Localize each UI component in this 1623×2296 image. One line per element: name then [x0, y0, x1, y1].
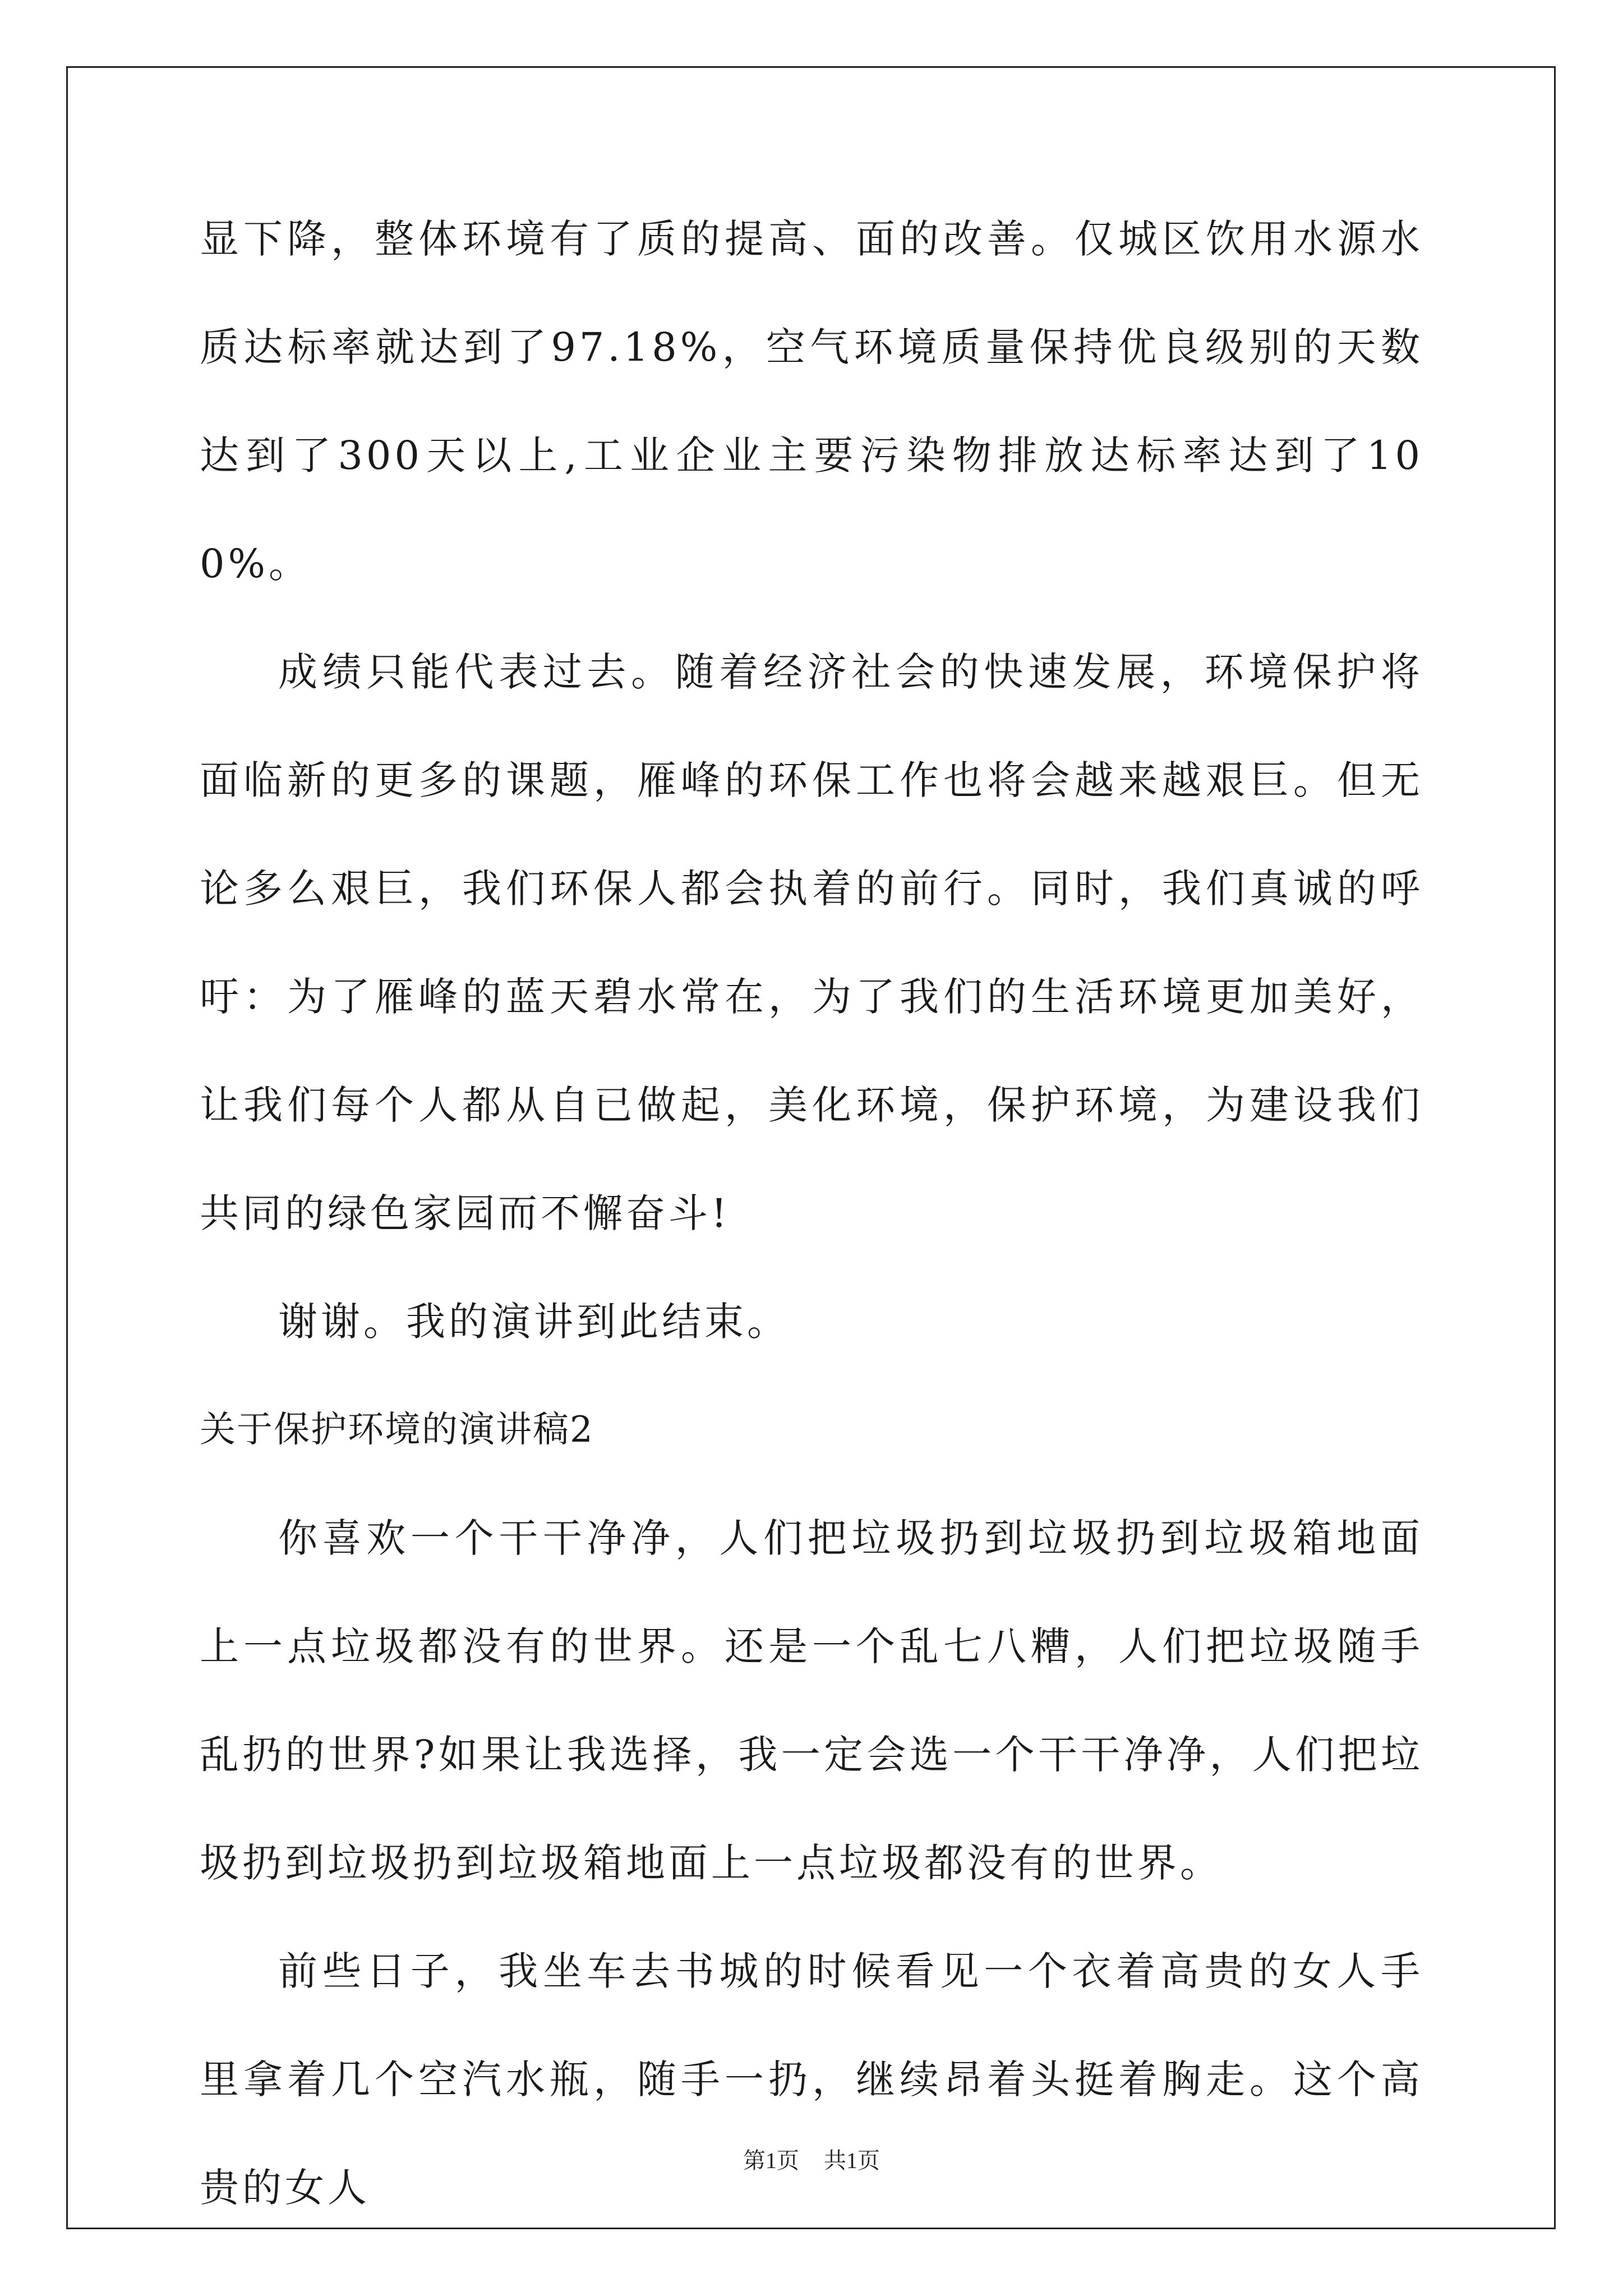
paragraph-closing-thanks: 谢谢。我的演讲到此结束。 [278, 1299, 790, 1345]
paragraph-call-to-action: 成绩只能代表过去。随着经济社会的快速发展，环境保护将面临新的更多的课题，雁峰的环保工作也将会越来越艰巨。但无论多么艰巨，我们环保人都会执着的前行。同时，我们真诚的呼吁：为了雁峰的蓝天碧水常在，为了我们的生活环境更加美好，让我们每个人都从自已做起，美化环境，保护环境，为建设我们共同的绿色家园而不懈奋斗! [200, 649, 1423, 1236]
page-total: 共1页 [824, 2148, 880, 2173]
paragraph-bookstore-story: 前些日子，我坐车去书城的时候看见一个衣着高贵的女人手里拿着几个空汽水瓶，随手一扔，继续昂着头挺着胸走。这个高贵的女人 [200, 1948, 1423, 2211]
paragraph-environment-results: 显下降，整体环境有了质的提高、面的改善。仅城区饮用水源水质达标率就达到了97.18%，空气环境质量保持优良级别的天数达到了300天以上,工业企业主要污染物排放达标率达到了100%。 [200, 216, 1423, 587]
paragraph-clean-world: 你喜欢一个干干净净，人们把垃圾扔到垃圾扔到垃圾箱地面上一点垃圾都没有的世界。还是一个乱七八糟，人们把垃圾随手乱扔的世界?如果让我选择，我一定会选一个干干净净，人们把垃圾扔到垃圾扔到垃圾箱地面上一点垃圾都没有的世界。 [200, 1515, 1423, 1886]
document-body [200, 185, 1423, 2242]
page-footer [0, 2143, 1623, 2175]
page-number: 第1页 [743, 2148, 799, 2173]
section-heading: 关于保护环境的演讲稿2 [200, 1409, 594, 1451]
